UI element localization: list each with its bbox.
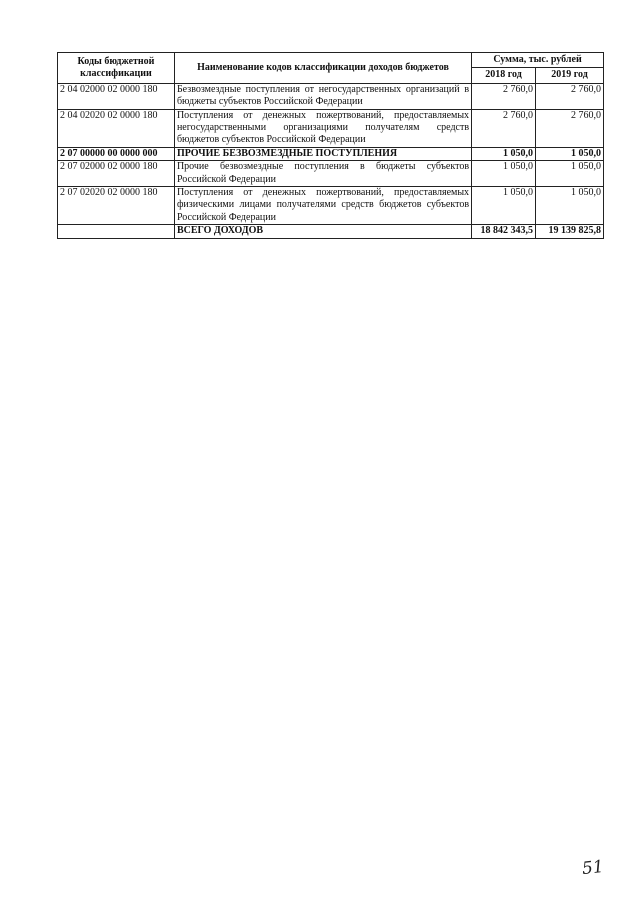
total-label: ВСЕГО ДОХОДОВ xyxy=(174,225,471,238)
table-row xyxy=(58,109,604,147)
table-row xyxy=(58,147,604,160)
header-row xyxy=(58,53,604,68)
row-code: 2 07 00000 00 0000 000 xyxy=(58,147,175,160)
row-value-2019: 2 760,0 xyxy=(536,83,604,109)
row-value-2018: 2 760,0 xyxy=(472,83,536,109)
row-code: 2 04 02020 02 0000 180 xyxy=(58,109,175,147)
table-row xyxy=(58,187,604,225)
row-value-2018: 1 050,0 xyxy=(472,147,536,160)
row-code: 2 04 02000 02 0000 180 xyxy=(58,83,175,109)
row-name: Безвозмездные поступления от негосударственных организаций в бюджеты субъектов Российской Федерации xyxy=(174,83,471,109)
header-name: Наименование кодов классификации доходов бюджетов xyxy=(174,53,471,84)
header-year-2019: 2019 год xyxy=(536,68,604,83)
row-name: Поступления от денежных пожертвований, предоставляемых негосударственными организациями получателям средств бюджетов субъектов Российской Федерации xyxy=(174,109,471,147)
total-row xyxy=(58,225,604,238)
row-name: Поступления от денежных пожертвований, предоставляемых физическими лицами получателями средств бюджетов субъектов Российской Федерации xyxy=(174,187,471,225)
table-row xyxy=(58,83,604,109)
row-value-2019: 1 050,0 xyxy=(536,147,604,160)
row-value-2019: 2 760,0 xyxy=(536,109,604,147)
row-name: ПРОЧИЕ БЕЗВОЗМЕЗДНЫЕ ПОСТУПЛЕНИЯ xyxy=(174,147,471,160)
header-year-2018: 2018 год xyxy=(472,68,536,83)
row-name: Прочие безвозмездные поступления в бюджеты субъектов Российской Федерации xyxy=(174,161,471,187)
total-code xyxy=(58,225,175,238)
row-value-2018: 1 050,0 xyxy=(472,161,536,187)
row-value-2018: 2 760,0 xyxy=(472,109,536,147)
header-sum: Сумма, тыс. рублей xyxy=(472,53,604,68)
header-code: Коды бюджетной классификации xyxy=(58,53,175,84)
total-value-2019: 19 139 825,8 xyxy=(536,225,604,238)
table-row xyxy=(58,161,604,187)
row-code: 2 07 02000 02 0000 180 xyxy=(58,161,175,187)
row-value-2019: 1 050,0 xyxy=(536,187,604,225)
row-value-2018: 1 050,0 xyxy=(472,187,536,225)
revenue-table xyxy=(57,52,604,239)
page-number: 51 xyxy=(581,856,605,880)
row-code: 2 07 02020 02 0000 180 xyxy=(58,187,175,225)
row-value-2019: 1 050,0 xyxy=(536,161,604,187)
total-value-2018: 18 842 343,5 xyxy=(472,225,536,238)
